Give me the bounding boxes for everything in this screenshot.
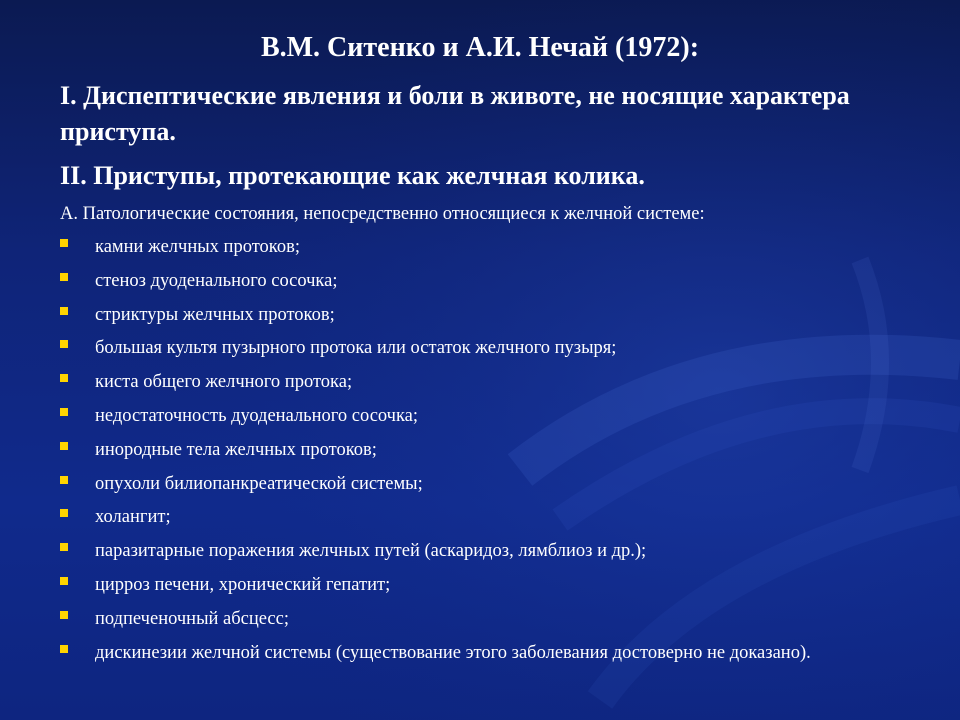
subheading-a: А. Патологические состояния, непосредственно относящиеся к желчной системе: — [60, 204, 705, 224]
list-item — [0, 570, 895, 604]
list-item — [0, 232, 895, 266]
list-item — [0, 367, 895, 401]
square-bullet-icon — [60, 577, 68, 585]
square-bullet-icon — [60, 307, 68, 315]
list-item — [0, 435, 895, 469]
list-item — [0, 333, 895, 367]
heading-section-1: I. Диспептические явления и боли в животе, не носящие характера приступа. — [60, 81, 850, 146]
list-item-text: дискинезии желчной системы (существование этого заболевания достоверно не доказано). — [95, 642, 811, 663]
list-item-text: большая культя пузырного протока или остаток желчного пузыря; — [95, 338, 617, 359]
square-bullet-icon — [60, 543, 68, 551]
square-bullet-icon — [60, 374, 68, 382]
list-item — [0, 266, 895, 300]
list-item — [0, 300, 895, 334]
list-item-text: киста общего желчного протока; — [95, 372, 353, 393]
list-item-text: стриктуры желчных протоков; — [95, 304, 335, 325]
list-item — [0, 469, 895, 503]
list-item — [0, 536, 895, 570]
list-item — [0, 604, 895, 638]
list-item-text: цирроз печени, хронический гепатит; — [95, 574, 391, 595]
square-bullet-icon — [60, 239, 68, 247]
heading-section-2: II. Приступы, протекающие как желчная колика. — [60, 161, 645, 190]
square-bullet-icon — [60, 645, 68, 653]
list-item-text: опухоли билиопанкреатической системы; — [95, 473, 423, 494]
list-item-text: паразитарные поражения желчных путей (аскаридоз, лямблиоз и др.); — [95, 541, 647, 562]
square-bullet-icon — [60, 442, 68, 450]
square-bullet-icon — [60, 611, 68, 619]
conditions-list — [0, 232, 960, 668]
list-item — [0, 638, 895, 668]
square-bullet-icon — [60, 408, 68, 416]
square-bullet-icon — [60, 509, 68, 517]
list-item-text: стеноз дуоденального сосочка; — [95, 270, 338, 291]
list-item-text: недостаточность дуоденального сосочка; — [95, 405, 419, 426]
list-item — [0, 502, 895, 536]
square-bullet-icon — [60, 340, 68, 348]
list-item — [0, 401, 895, 435]
list-item-text: подпеченочный абсцесс; — [95, 608, 289, 629]
list-item-text: инородные тела желчных протоков; — [95, 439, 377, 460]
list-item-text: камни желчных протоков; — [95, 237, 300, 257]
square-bullet-icon — [60, 476, 68, 484]
list-item-text: холангит; — [95, 507, 171, 528]
square-bullet-icon — [60, 273, 68, 281]
slide-title: В.М. Ситенко и А.И. Нечай (1972): — [260, 32, 700, 63]
